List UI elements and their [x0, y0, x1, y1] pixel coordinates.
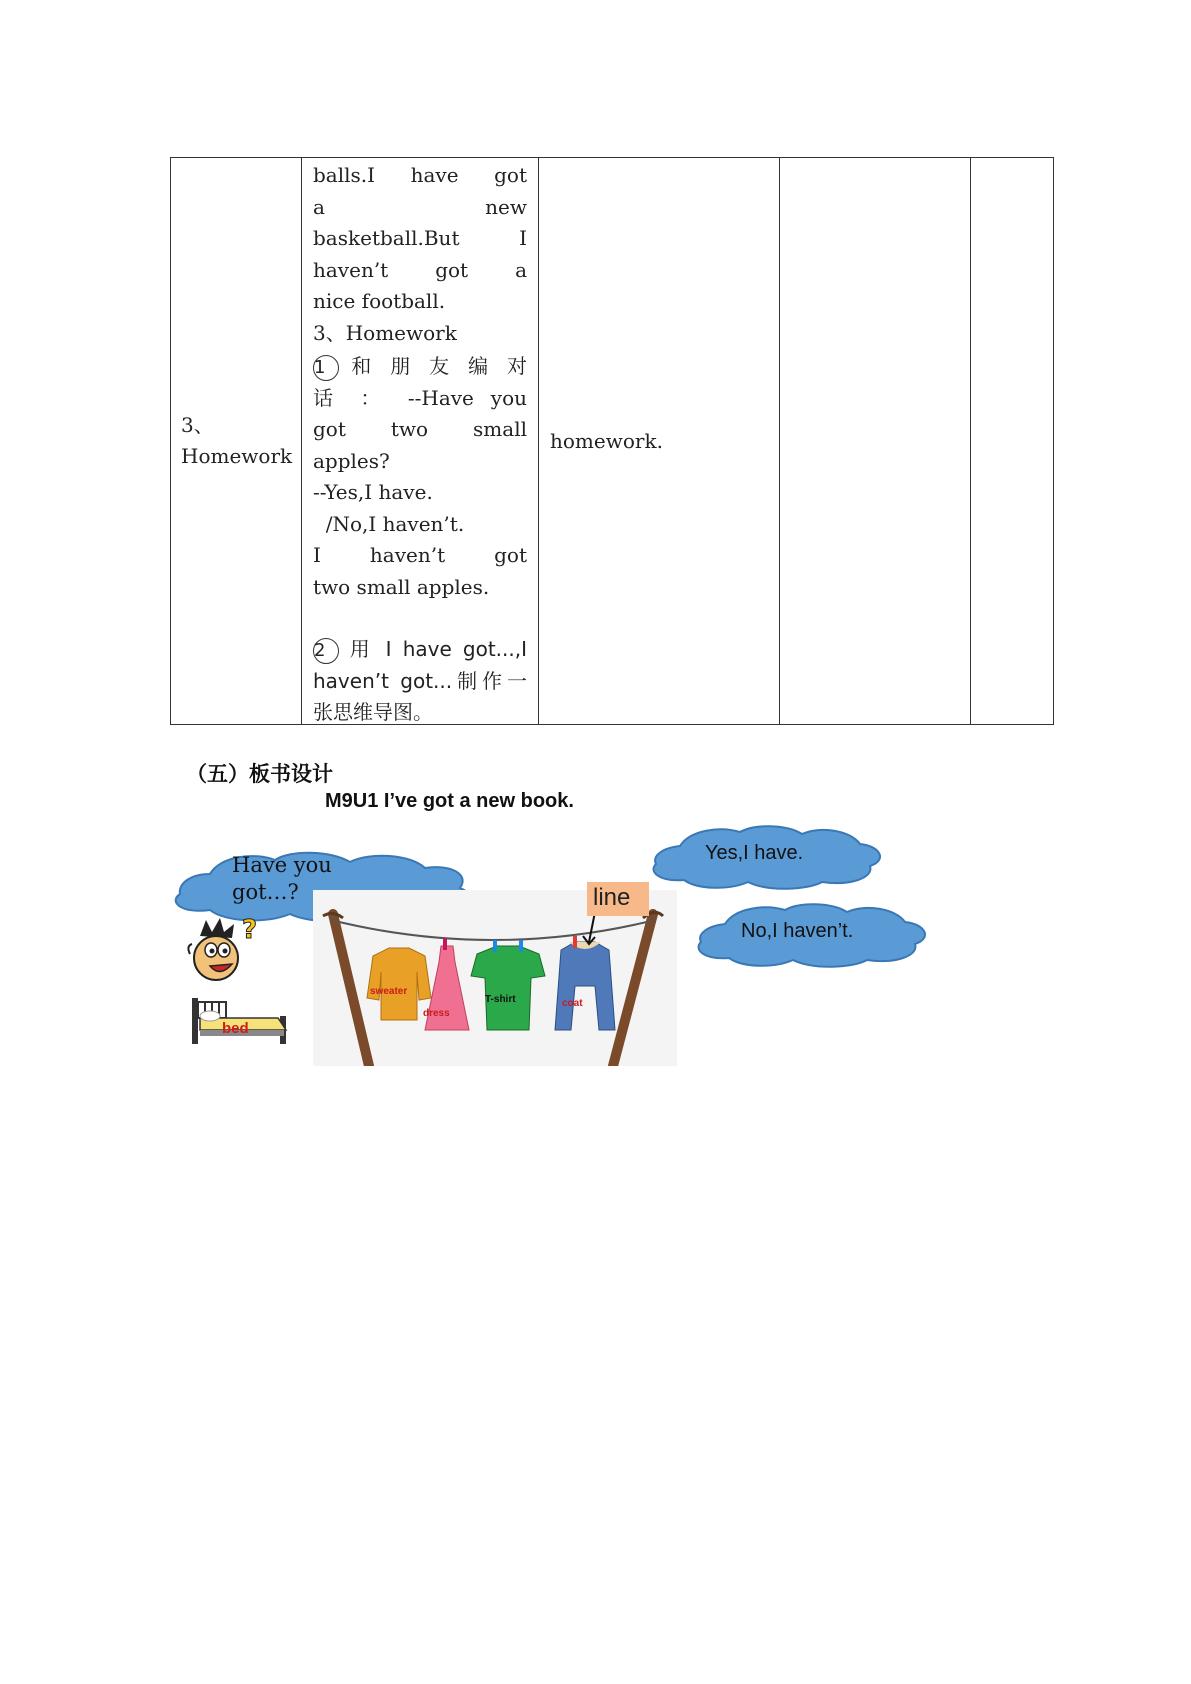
circle-number-1: 1 — [313, 355, 339, 381]
clothesline-icon — [313, 890, 677, 1066]
question-line-2: got…? — [232, 880, 299, 904]
stage-name: Homework — [181, 444, 293, 468]
board-title: M9U1 I’ve got a new book. — [325, 790, 574, 812]
text-line: 话 ： --Have you — [313, 385, 527, 410]
text-line: haven’t got a — [313, 257, 527, 282]
clothes-label-tshirt: T-shirt — [485, 994, 516, 1005]
task2 — [313, 634, 527, 729]
bed-label: bed — [222, 1020, 249, 1037]
text-line: apples? — [313, 448, 390, 473]
boy-face-icon — [180, 916, 260, 996]
text-line: got two small — [313, 417, 527, 441]
clothesline-picture — [313, 890, 677, 1066]
line-tag — [587, 882, 649, 916]
text-line: 3、Homework — [313, 320, 457, 345]
text-line: basketball.But I — [313, 226, 527, 250]
text-line: 张思维导图。 — [313, 700, 433, 724]
circle-number-2: 2 — [313, 638, 339, 664]
section-title: （五）板书设计 — [186, 762, 333, 786]
note-text: homework. — [550, 429, 663, 453]
task1-first-line — [313, 351, 527, 383]
text-line: haven’t got...制作一 — [313, 668, 527, 693]
table-row — [171, 158, 1054, 725]
lesson-table — [170, 157, 1054, 725]
empty-cell — [780, 158, 971, 725]
text-line: balls.I have got — [313, 163, 527, 187]
clothes-label-coat: coat — [562, 998, 583, 1009]
content-block — [302, 158, 538, 724]
svg-text:?: ? — [242, 916, 258, 945]
note-cell — [539, 158, 780, 725]
yes-answer: Yes,I have. — [705, 842, 804, 864]
text-line: I haven’t got — [313, 543, 527, 567]
board-design — [170, 820, 950, 1080]
task1-first-text: 和 朋 友 编 对 — [345, 354, 527, 378]
text-line: /No,I haven’t. — [313, 511, 465, 536]
text-line: --Yes,I have. — [313, 480, 433, 504]
task2-first-line — [313, 634, 527, 666]
text-line: nice football. — [313, 289, 446, 313]
content-lines — [313, 160, 527, 349]
no-answer: No,I haven’t. — [741, 920, 854, 942]
clothes-label-sweater: sweater — [370, 986, 408, 997]
stage-cell — [171, 158, 302, 725]
line-label: line — [593, 884, 631, 911]
task1-lines — [313, 383, 527, 604]
task2-lines — [313, 666, 527, 729]
stage-number: 3、 — [181, 413, 214, 437]
task1 — [313, 351, 527, 603]
question-line-1: Have you — [232, 853, 332, 877]
clothes-label-dress: dress — [423, 1008, 450, 1019]
bed-icon — [188, 988, 298, 1050]
content-cell — [302, 158, 539, 725]
text-line: a new — [313, 194, 527, 219]
text-line: two small apples. — [313, 574, 490, 599]
empty-cell — [971, 158, 1054, 725]
task2-first-text: 用 I have got...,I — [345, 637, 527, 661]
